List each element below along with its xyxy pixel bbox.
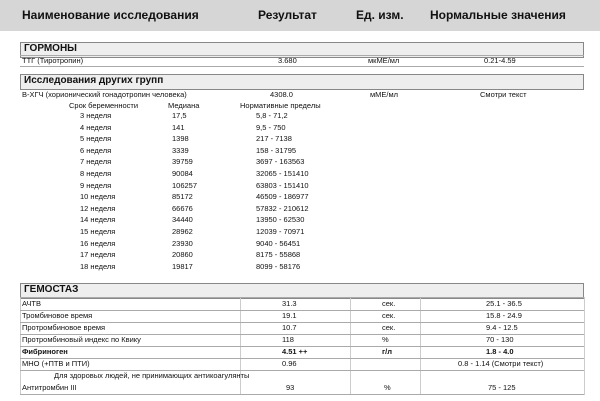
- row-divider: [20, 66, 584, 67]
- hcg-median: 19817: [172, 261, 193, 271]
- hcg-limits: 217 - 7138: [256, 134, 292, 144]
- hcg-term: 3 неделя: [80, 111, 112, 120]
- subheader-median: Медиана: [168, 101, 200, 110]
- hcg-median: 3339: [172, 145, 189, 155]
- column-divider: [584, 297, 585, 395]
- hcg-term: 17 неделя: [80, 250, 116, 260]
- hemostasis-norm: 9.4 - 12.5: [486, 323, 518, 332]
- hcg-median: 28962: [172, 227, 193, 236]
- hcg-unit: мМЕ/мл: [370, 90, 399, 99]
- section-hormones-title: ГОРМОНЫ: [24, 43, 77, 54]
- antithrombin-unit: %: [384, 383, 391, 392]
- hemostasis-note: Для здоровых людей, не принимающих антикоагулянты: [54, 371, 250, 380]
- report-header: [0, 0, 600, 31]
- hcg-limits: 5,8 - 71,2: [256, 111, 288, 120]
- hemostasis-name: Фибриноген: [22, 347, 68, 356]
- antithrombin-norm: 75 - 125: [488, 383, 516, 392]
- hemostasis-name: МНО (+ПТВ и ПТИ): [22, 359, 90, 368]
- hcg-limits: 63803 - 151410: [256, 180, 309, 190]
- hemostasis-result: 118: [282, 335, 294, 344]
- hcg-median: 141: [172, 122, 185, 132]
- hcg-norm: Смотри текст: [480, 90, 527, 99]
- hcg-median: 66676: [172, 203, 193, 213]
- hemostasis-unit: сек.: [382, 311, 396, 320]
- hcg-limits: 158 - 31795: [256, 145, 297, 155]
- hcg-limits: 57832 - 210612: [256, 203, 309, 213]
- hemostasis-name: Протромбиновое время: [22, 323, 106, 332]
- hcg-median: 23930: [172, 238, 193, 248]
- hcg-term: 4 неделя: [80, 122, 112, 132]
- hemostasis-name: Тромбиновое время: [22, 311, 93, 320]
- hemostasis-norm: 1.8 - 4.0: [486, 347, 514, 356]
- hcg-limits: 3697 - 163563: [256, 157, 305, 167]
- hcg-term: 5 неделя: [80, 134, 112, 144]
- hemostasis-unit: %: [382, 335, 389, 344]
- section-other-title: Исследования других групп: [24, 75, 164, 86]
- col-header-norm: Нормальные значения: [430, 8, 566, 22]
- subheader-term: Срок беременности: [69, 101, 139, 110]
- section-other-header: [20, 74, 584, 90]
- hormone-name: ТТГ (Тиротропин): [22, 56, 84, 65]
- hemostasis-result: 10.7: [282, 323, 297, 332]
- hcg-limits: 8099 - 58176: [256, 261, 301, 271]
- row-divider: [20, 394, 584, 395]
- hemostasis-name: Протромбиновый индекс по Квику: [22, 335, 141, 344]
- hcg-median: 85172: [172, 192, 193, 202]
- hemostasis-unit: г/л: [382, 347, 392, 356]
- hemostasis-unit: сек.: [382, 323, 396, 332]
- hemostasis-result: 31.3: [282, 299, 297, 308]
- hcg-limits: 9040 - 56451: [256, 238, 301, 248]
- hcg-median: 90084: [172, 169, 193, 178]
- hemostasis-norm: 15.8 - 24.9: [486, 311, 522, 320]
- hcg-median: 20860: [172, 250, 193, 260]
- hemostasis-unit: сек.: [382, 299, 396, 308]
- hcg-name: В-ХГЧ (хорионический гонадотропин человека): [22, 90, 187, 99]
- hcg-limits: 9,5 - 750: [256, 122, 286, 132]
- hcg-median: 106257: [172, 180, 198, 190]
- hcg-result: 4308.0: [270, 90, 293, 99]
- hcg-term: 7 неделя: [80, 157, 112, 167]
- hcg-median: 17,5: [172, 111, 187, 120]
- hemostasis-norm: 25.1 - 36.5: [486, 299, 522, 308]
- hcg-median: 1398: [172, 134, 189, 144]
- hcg-term: 12 неделя: [80, 203, 116, 213]
- col-header-unit: Ед. изм.: [356, 8, 404, 22]
- hcg-term: 10 неделя: [80, 192, 116, 202]
- antithrombin-name: Антитромбин III: [22, 383, 77, 392]
- hcg-term: 18 неделя: [80, 261, 116, 271]
- subheader-limits: Нормативные пределы: [240, 101, 321, 110]
- hcg-term: 8 неделя: [80, 169, 112, 178]
- hemostasis-result: 4.51 ++: [282, 347, 308, 356]
- hcg-term: 6 неделя: [80, 145, 112, 155]
- hemostasis-name: АЧТВ: [22, 299, 41, 308]
- hcg-term: 15 неделя: [80, 227, 116, 236]
- hemostasis-norm: 70 - 130: [486, 335, 514, 344]
- hcg-limits: 46509 - 186977: [256, 192, 309, 202]
- hcg-limits: 13950 - 62530: [256, 215, 305, 225]
- hemostasis-norm: 0.8 - 1.14 (Смотри текст): [458, 359, 544, 368]
- hormone-unit: мкМЕ/мл: [368, 56, 400, 65]
- hormone-norm: 0.21-4.59: [484, 56, 516, 65]
- section-hemostasis-title: ГЕМОСТАЗ: [24, 284, 79, 295]
- hormone-result: 3.680: [278, 56, 297, 65]
- hcg-median: 34440: [172, 215, 193, 225]
- col-header-name: Наименование исследования: [22, 8, 199, 22]
- hemostasis-result: 0.96: [282, 359, 297, 368]
- hemostasis-result: 19.1: [282, 311, 297, 320]
- hcg-median: 39759: [172, 157, 193, 167]
- row-divider: [20, 297, 584, 298]
- hcg-limits: 12039 - 70971: [256, 227, 305, 236]
- hcg-term: 9 неделя: [80, 180, 112, 190]
- antithrombin-result: 93: [286, 383, 295, 392]
- col-header-result: Результат: [258, 8, 317, 22]
- hcg-term: 16 неделя: [80, 238, 116, 248]
- hcg-limits: 8175 - 55868: [256, 250, 301, 260]
- hcg-limits: 32065 - 151410: [256, 169, 309, 178]
- hcg-term: 14 неделя: [80, 215, 116, 225]
